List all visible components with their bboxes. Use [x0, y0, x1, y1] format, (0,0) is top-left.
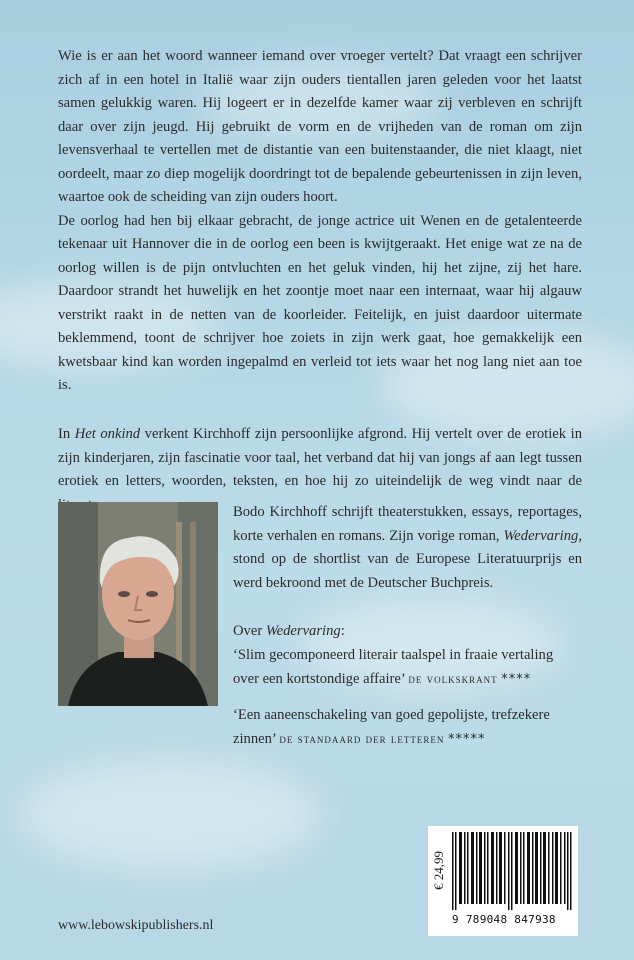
bio-intro: Bodo Kirchhoff schrijft theaterstukken, essays, reportages, korte verhalen en romans. Zijn vorige roman,: [233, 504, 582, 544]
barcode: [452, 832, 574, 910]
quote-1: [233, 644, 582, 692]
quotes-heading-title: Wedervaring: [265, 623, 341, 639]
previous-book-title: Wedervaring: [503, 527, 579, 544]
author-photo: [58, 502, 218, 706]
quote-2-stars: *****: [448, 732, 486, 747]
quote-2: [233, 704, 582, 752]
quote-1-text: ‘Slim gecomponeerd literair taalspel in fraaie vertaling over een kortstondige affaire’: [233, 646, 554, 687]
publisher-website[interactable]: www.lebowskipublishers.nl: [58, 918, 214, 933]
bio-outro: , stond op de shortlist van de Europese Literatuurprijs en werd bekroond met de Deutscher Buchpreis.: [233, 527, 582, 591]
quotes-heading-suffix: :: [340, 623, 345, 639]
quote-1-stars: ****: [501, 672, 532, 687]
quotes-heading: [233, 620, 582, 644]
author-bio: [233, 501, 582, 595]
blurb-paragraph-2: De oorlog had hen bij elkaar gebracht, de jonge actrice uit Wenen en de getalenteerde tekenaar uit Hannover die in de oorlog een been is kwijtgeraakt. Het enige wat ze na de oorlog willen is de pijn ontvluchten en het geluk vinden, hij het zijne, zij het hare. Daardoor strandt het huwelijk en het zoontje moet naar een internaat, waar hij algauw verstrikt raakt in de netten van de koorleider. Feitelijk, en juist daardoor uitermate beklemmend, toont de schrijver hoe zoiets in zijn werk gaat, hoe gemakkelijk een kwetsbaar kind kan worden ingepalmd en verleid tot iets waar het nog lang niet aan toe is.: [58, 212, 582, 393]
book-title: Het onkind: [74, 426, 141, 442]
p3-prefix: In: [58, 426, 75, 442]
review-quotes: [233, 620, 582, 752]
cloud: [20, 760, 320, 870]
blurb-text: [58, 45, 582, 398]
p3-text: verkent Kirchhoff zijn persoonlijke afgrond. Hij vertelt over de erotiek in zijn kinderjaren, zijn fascinatie voor taal, het verband dat hij van jongs af aan legt tussen erotiek en letters, woorden, teksten, en hoe hij zo uiteindelijk de weg vindt naar de: [58, 426, 582, 489]
quote-1-source: de volkskrant: [408, 671, 498, 686]
quotes-heading-prefix: Over: [233, 623, 266, 639]
blurb-paragraph-1: Wie is er aan het woord wanneer iemand over vroeger vertelt? Dat vraagt een schrijver zich af in een hotel in Italië waar zijn ouders tientallen jaren geleden voor het laatst samen gelukkig waren. Hij logeert er in dezelfde kamer waar zij verbleven en schrijft daar over zijn jeugd. Hij gebruikt de vorm en de vrijheden van de roman om zijn levensverhaal te vertellen met de distantie van een buitenstaander, die niet klaagt, niet oordeelt, maar zo diep mogelijk doordringt tot de bepalende gebeurtenissen in zijn leven, waartoe ook de scheiding van zijn ouders hoort.: [58, 48, 582, 205]
quote-2-source: de standaard der letteren: [279, 731, 445, 746]
isbn-number: 9 789048 847938: [452, 913, 556, 926]
price-label: € 24,99: [431, 851, 446, 891]
quote-2-text: ‘Een aaneenschakeling van goed gepolijste, trefzekere zinnen’: [233, 706, 550, 747]
